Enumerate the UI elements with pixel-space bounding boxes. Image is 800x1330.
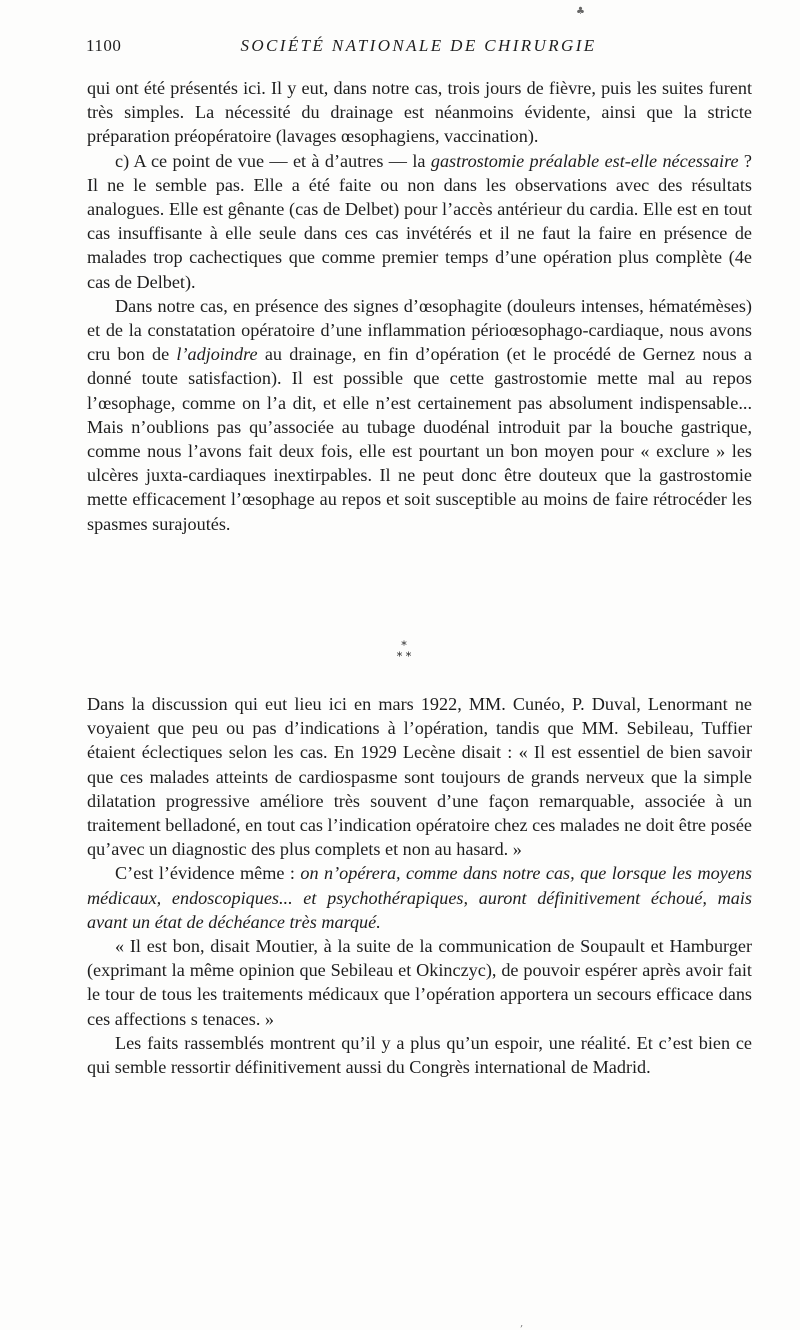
top-ink-mark: ♣	[576, 6, 585, 17]
asterism-bottom: * *	[396, 650, 412, 663]
paragraph-discussion: Dans la discussion qui eut lieu ici en mars 1922, MM. Cunéo, P. Duval, Lenormant ne voyaient que peu ou pas d’indications à l’opération, tandis que MM. Sebileau, Tuffier étaient éclectiques selon les cas. En 1929 Lecène disait : « Il est essentiel de bien savoir que ces malades atteints de cardiospasme sont toujours de grands nerveux que la simple dilatation progressive améliore très souvent d’une façon remarquable, associée à un traitement belladoné, en tout cas l’indication opératoire chez ces malades ne doit être posée qu’avec un diagnostic des plus complets et non au hasard. »	[87, 694, 752, 860]
bottom-ink-mark: ‚	[520, 1318, 524, 1329]
paragraph-text: C’est l’évidence même :	[115, 863, 301, 884]
paragraph-conclusion: Les faits rassemblés montrent qu’il y a plus qu’un espoir, une réalité. Et c’est bien ce qui semble ressortir définitivement aussi du Congrès international de Madrid.	[87, 1032, 752, 1078]
paragraph-moutier-quote: « Il est bon, disait Moutier, à la suite de la communication de Soupault et Hamburger (exprimant la même opinion que Sebileau et Okinczyc), de pouvoir espérer après avoir fait le tour de tous les traitements médicaux que l’opération apportera un secours efficace dans ces affections s tenaces. »	[87, 936, 752, 1029]
page-header	[86, 36, 751, 60]
paragraph-gastrostomy	[87, 149, 752, 294]
section-two	[87, 692, 752, 1079]
emphasis-text: gastrostomie préalable est-elle nécessaire	[430, 150, 739, 171]
paragraph-text: ? Il ne le semble pas. Elle a été faite ou non dans les observations avec des résultats analogues. Elle est gênante (cas de Delbet) pour l’accès antérieur du cardia. Elle est en tout cas insuffisante à elle seule dans ces cas invétérés et il ne faut la faire en présence de malades trop cachectiques que comme premier temps d’une opération plus complète (4e cas de Delbet).	[87, 150, 752, 292]
paragraph-continuation: qui ont été présentés ici. Il y eut, dans notre cas, trois jours de fièvre, puis les suites furent très simples. La nécessité du drainage est néanmoins évidente, ainsi que la stricte préparation préopératoire (lavages œsophagiens, vaccination).	[87, 78, 752, 147]
page-number: 1100	[86, 36, 122, 55]
paragraph-text: c) A ce point de vue — et à d’autres — la	[115, 150, 431, 171]
paragraph-text: Dans notre cas, en présence des signes d’œsophagite (douleurs intenses, hématémèses) et de la constatation opératoire d’une inflammation périoœsophago-cardiaque, nous avons cru bon de	[87, 295, 752, 365]
section-separator-asterism	[380, 640, 428, 674]
paragraph-text: au drainage, en fin d’opération (et le procédé de Gernez nous a donné toute satisfaction). Il est possible que cette gastrostomie mette mal au repos l’œsophage, comme on l’a dit, et elle n’est certainement pas absolument indispensable... Mais n’oublions pas qu’associée au tubage duodénal introduit par la bouche gastrique, comme nous l’avons fait deux fois, elle est pourtant un bon moyen pour « exclure » les ulcères juxta-cardiaques inextirpables. Il ne peut donc être douteux que la gastrostomie mette efficacement l’œsophage au repos et soit susceptible au moins de faire rétrocéder les spasmes surajoutés.	[87, 344, 752, 534]
emphasis-text: l’adjoindre	[176, 344, 258, 365]
asterism-top: *	[401, 639, 407, 652]
running-head: SOCIÉTÉ NATIONALE DE CHIRURGIE	[240, 36, 597, 55]
section-one	[87, 76, 752, 536]
emphasis-text: on n’opérera, comme dans notre cas, que lorsque les moyens médicaux, endoscopiques... et psychothérapiques, auront définitivement échoué, mais avant un état de déchéance très marqué.	[87, 863, 752, 932]
paragraph-evidence	[87, 861, 752, 934]
paragraph-esophagitis	[87, 294, 752, 536]
